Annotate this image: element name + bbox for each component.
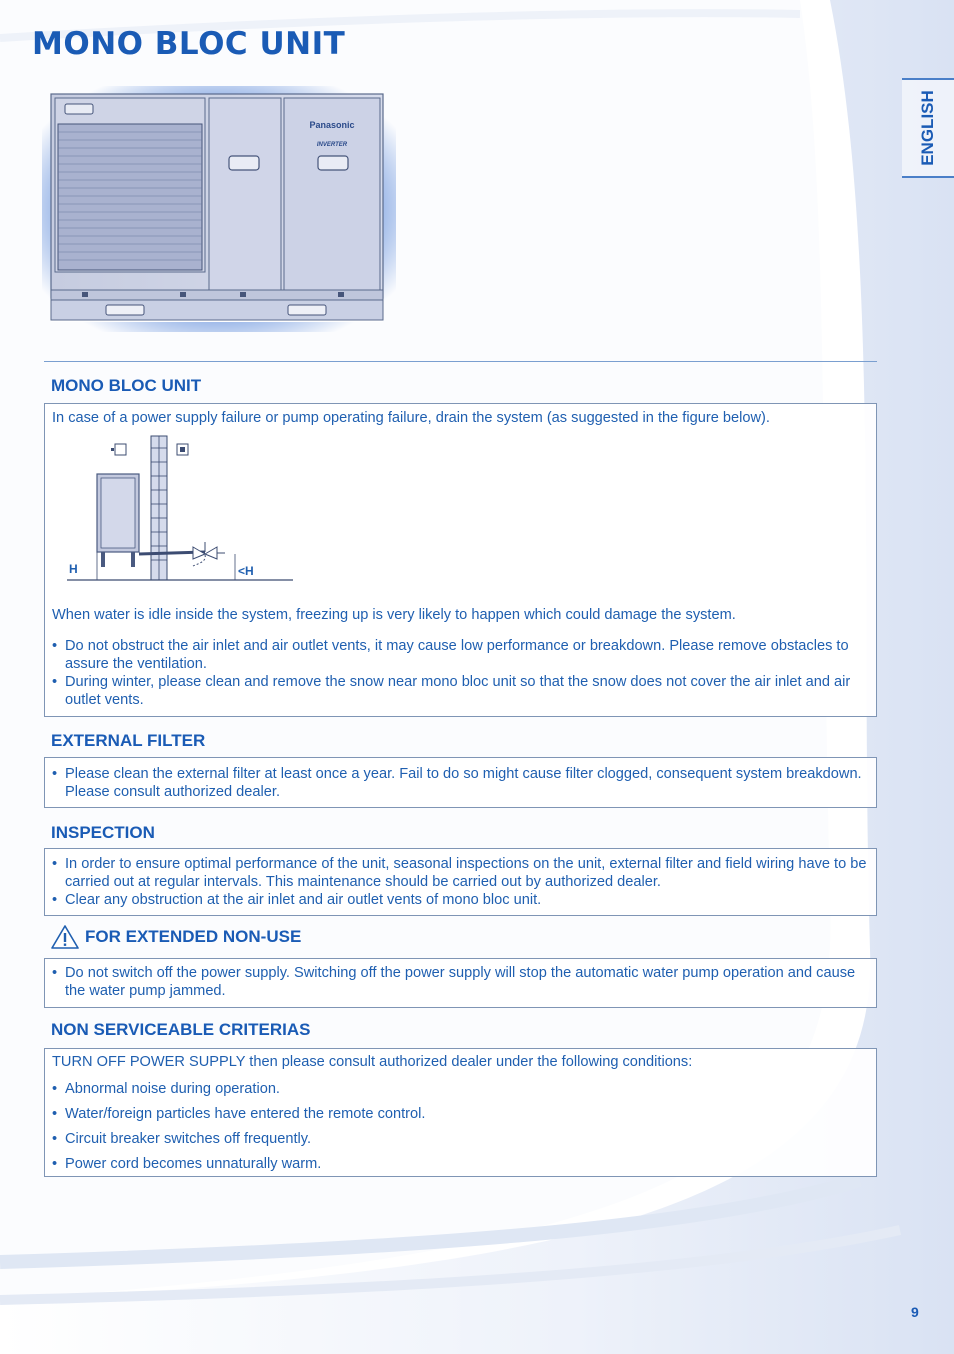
mono-bloc-heading: MONO BLOC UNIT [51,376,202,395]
non-serviceable-intro: TURN OFF POWER SUPPLY then please consult authorized dealer under the following conditions: [52,1054,693,1070]
non-serviceable-box [44,1048,877,1177]
list-item: • Water/foreign particles have entered the remote control. [52,1102,872,1127]
extended-non-use-box [44,958,877,1008]
drain-figure [65,434,295,584]
list-item: • In order to ensure optimal performance of the unit, seasonal inspections on the unit, external filter and field wiring have to be carried out at regular intervals. This maintenance should be carried out by authorized dealer. [52,855,872,891]
mono-bloc-unit-illustration [40,84,398,334]
freezing-note: When water is idle inside the system, freezing up is very likely to happen which could damage the system. [52,607,736,623]
language-tab [902,78,954,178]
section-divider [44,361,877,362]
inspection-box [44,848,877,916]
list-item: • Circuit breaker switches off frequently. [52,1127,872,1152]
h-label-left: H [69,562,78,576]
h-label-right: <H [238,564,254,578]
non-serviceable-bullets [52,1077,872,1177]
page-title: MONO BLOC UNIT [32,26,346,62]
list-item: • Clear any obstruction at the air inlet and air outlet vents of mono bloc unit. [52,891,872,909]
mono-bloc-box [44,403,877,717]
mono-bloc-intro: In case of a power supply failure or pump operating failure, drain the system (as suggested in the figure below). [52,410,770,426]
list-item: • During winter, please clean and remove the snow near mono bloc unit so that the snow does not cover the air inlet and air outlet vents. [52,673,872,709]
list-item: • Power cord becomes unnaturally warm. [52,1152,872,1177]
external-filter-box [44,757,877,808]
external-filter-heading: EXTERNAL FILTER [51,731,206,750]
page-number: 9 [911,1304,919,1320]
inverter-badge: INVERTER [316,142,348,148]
inspection-heading: INSPECTION [51,823,155,842]
extended-non-use-label: FOR EXTENDED NON-USE [85,927,302,946]
external-filter-bullets [52,765,872,801]
extended-non-use-bullets [52,964,872,1000]
list-item: • Abnormal noise during operation. [52,1077,872,1102]
brand-logo: Panasonic [309,120,355,130]
mono-bloc-bullets [52,637,872,709]
language-label: ENGLISH [918,90,937,166]
extended-non-use-heading [51,924,301,950]
warning-icon [51,924,79,950]
list-item: • Do not obstruct the air inlet and air outlet vents, it may cause low performance or breakdown. Please remove obstacles to assure the ventilation. [52,637,872,673]
inspection-bullets [52,855,872,909]
list-item: • Do not switch off the power supply. Switching off the power supply will stop the automatic water pump operation and cause the water pump jammed. [52,964,872,1000]
non-serviceable-heading: NON SERVICEABLE CRITERIAS [51,1020,311,1039]
list-item: • Please clean the external filter at least once a year. Fail to do so might cause filter clogged, consequent system breakdown. Please consult authorized dealer. [52,765,872,801]
